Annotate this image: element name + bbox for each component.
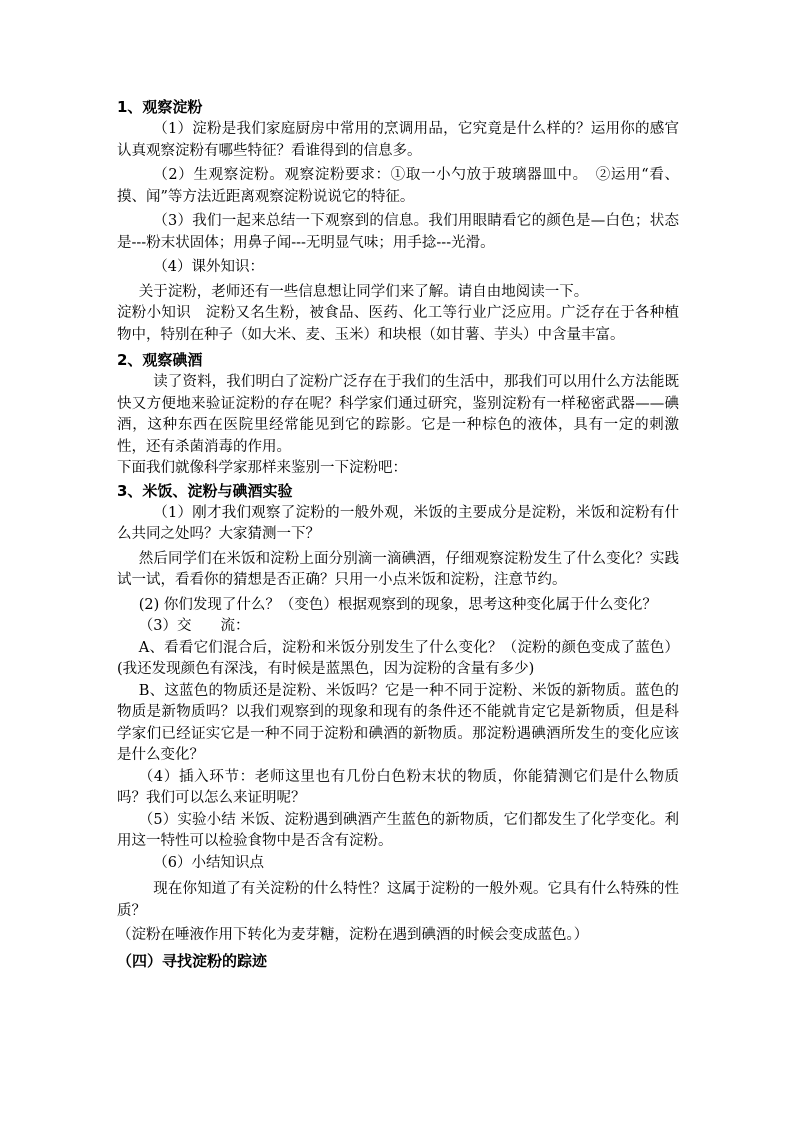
paragraph: （2）生观察淀粉。观察淀粉要求：①取一小勺放于玻璃器皿中。 ②运用“看、摸、闻”等方法近距离观察淀粉说说它的特征。 (117, 167, 679, 205)
section-heading-find-starch: （四）寻找淀粉的踪迹 (117, 951, 268, 970)
section-heading-experiment: 3、米饭、淀粉与碘酒实验 (117, 481, 293, 500)
paragraph: （1）淀粉是我们家庭厨房中常用的烹调用品，它究竟是什么样的？运用你的感官认真观察淀粉有哪些特征？看谁得到的信息多。 (117, 121, 679, 159)
paragraph: A、看看它们混合后，淀粉和米饭分别发生了什么变化？（淀粉的颜色变成了蓝色）(我还发现颜色有深浅，有时候是蓝黑色，因为淀粉的含量有多少) (117, 639, 679, 677)
paragraph: （3）我们一起来总结一下观察到的信息。我们用眼睛看它的颜色是—白色；状态是---粉末状固体；用鼻子闻---无明显气味；用手捻---光滑。 (117, 213, 679, 251)
paragraph: （3）交 流： (138, 618, 250, 634)
paragraph: 现在你知道了有关淀粉的什么特性？这属于淀粉的一般外观。它具有什么特殊的性质？ (117, 881, 679, 919)
paragraph: 下面我们就像科学家那样来鉴别一下淀粉吧： (117, 460, 407, 476)
paragraph: 然后同学们在米饭和淀粉上面分别滴一滴碘酒，仔细观察淀粉发生了什么变化？实践试一试，看看你的猜想是否正确？只用一小点米饭和淀粉，注意节约。 (117, 550, 679, 588)
paragraph: （4）课外知识： (153, 259, 264, 275)
paragraph: （1）刚才我们观察了淀粉的一般外观，米饭的主要成分是淀粉，米饭和淀粉有什么共同之处吗？大家猜测一下？ (117, 504, 679, 542)
paragraph: 关于淀粉，老师还有一些信息想让同学们来了解。请自由地阅读一下。 (138, 283, 589, 300)
paragraph: （淀粉在唾液作用下转化为麦芽糖，淀粉在遇到碘酒的时候会变成蓝色。） (117, 927, 589, 943)
paragraph: （6）小结知识点 (153, 854, 264, 871)
paragraph: （5）实验小结 米饭、淀粉遇到碘酒产生蓝色的新物质，它们都发生了化学变化。利用这一特性可以检验食物中是否含有淀粉。 (117, 811, 679, 849)
paragraph-starch-knowledge: 淀粉小知识 淀粉又名生粉，被食品、医药、化工等行业广泛应用。广泛存在于各种植物中，特别在种子（如大米、麦、玉米）和块根（如甘薯、芋头）中含量丰富。 (117, 305, 679, 343)
paragraph: 读了资料，我们明白了淀粉广泛存在于我们的生活中，那我们可以用什么方法能既快又方便地来验证淀粉的存在呢？科学家们通过研究，鉴别淀粉有一样秘密武器——碘酒，这种东西在医院里经常能见到它的踪影。它是一种棕色的液体，具有一定的刺激性，还有杀菌消毒的作用。 (117, 374, 679, 455)
paragraph: B、这蓝色的物质还是淀粉、米饭吗？它是一种不同于淀粉、米饭的新物质。蓝色的物质是新物质吗？以我们观察到的现象和现有的条件还不能就肯定它是新物质，但是科学家们已经证实它是一种不同于淀粉和碘酒的新物质。那淀粉遇碘酒所发生的变化应该是什么变化？ (117, 682, 679, 763)
paragraph: (2) 你们发现了什么？（变色）根据观察到的现象，思考这种变化属于什么变化？ (138, 596, 657, 613)
paragraph: （4）插入环节：老师这里也有几份白色粉末状的物质，你能猜测它们是什么物质吗？我们可以怎么来证明呢？ (117, 768, 679, 806)
section-heading-observe-starch: 1、观察淀粉 (117, 98, 203, 116)
section-heading-observe-iodine: 2、观察碘酒 (117, 351, 203, 369)
document-page (117, 96, 679, 973)
